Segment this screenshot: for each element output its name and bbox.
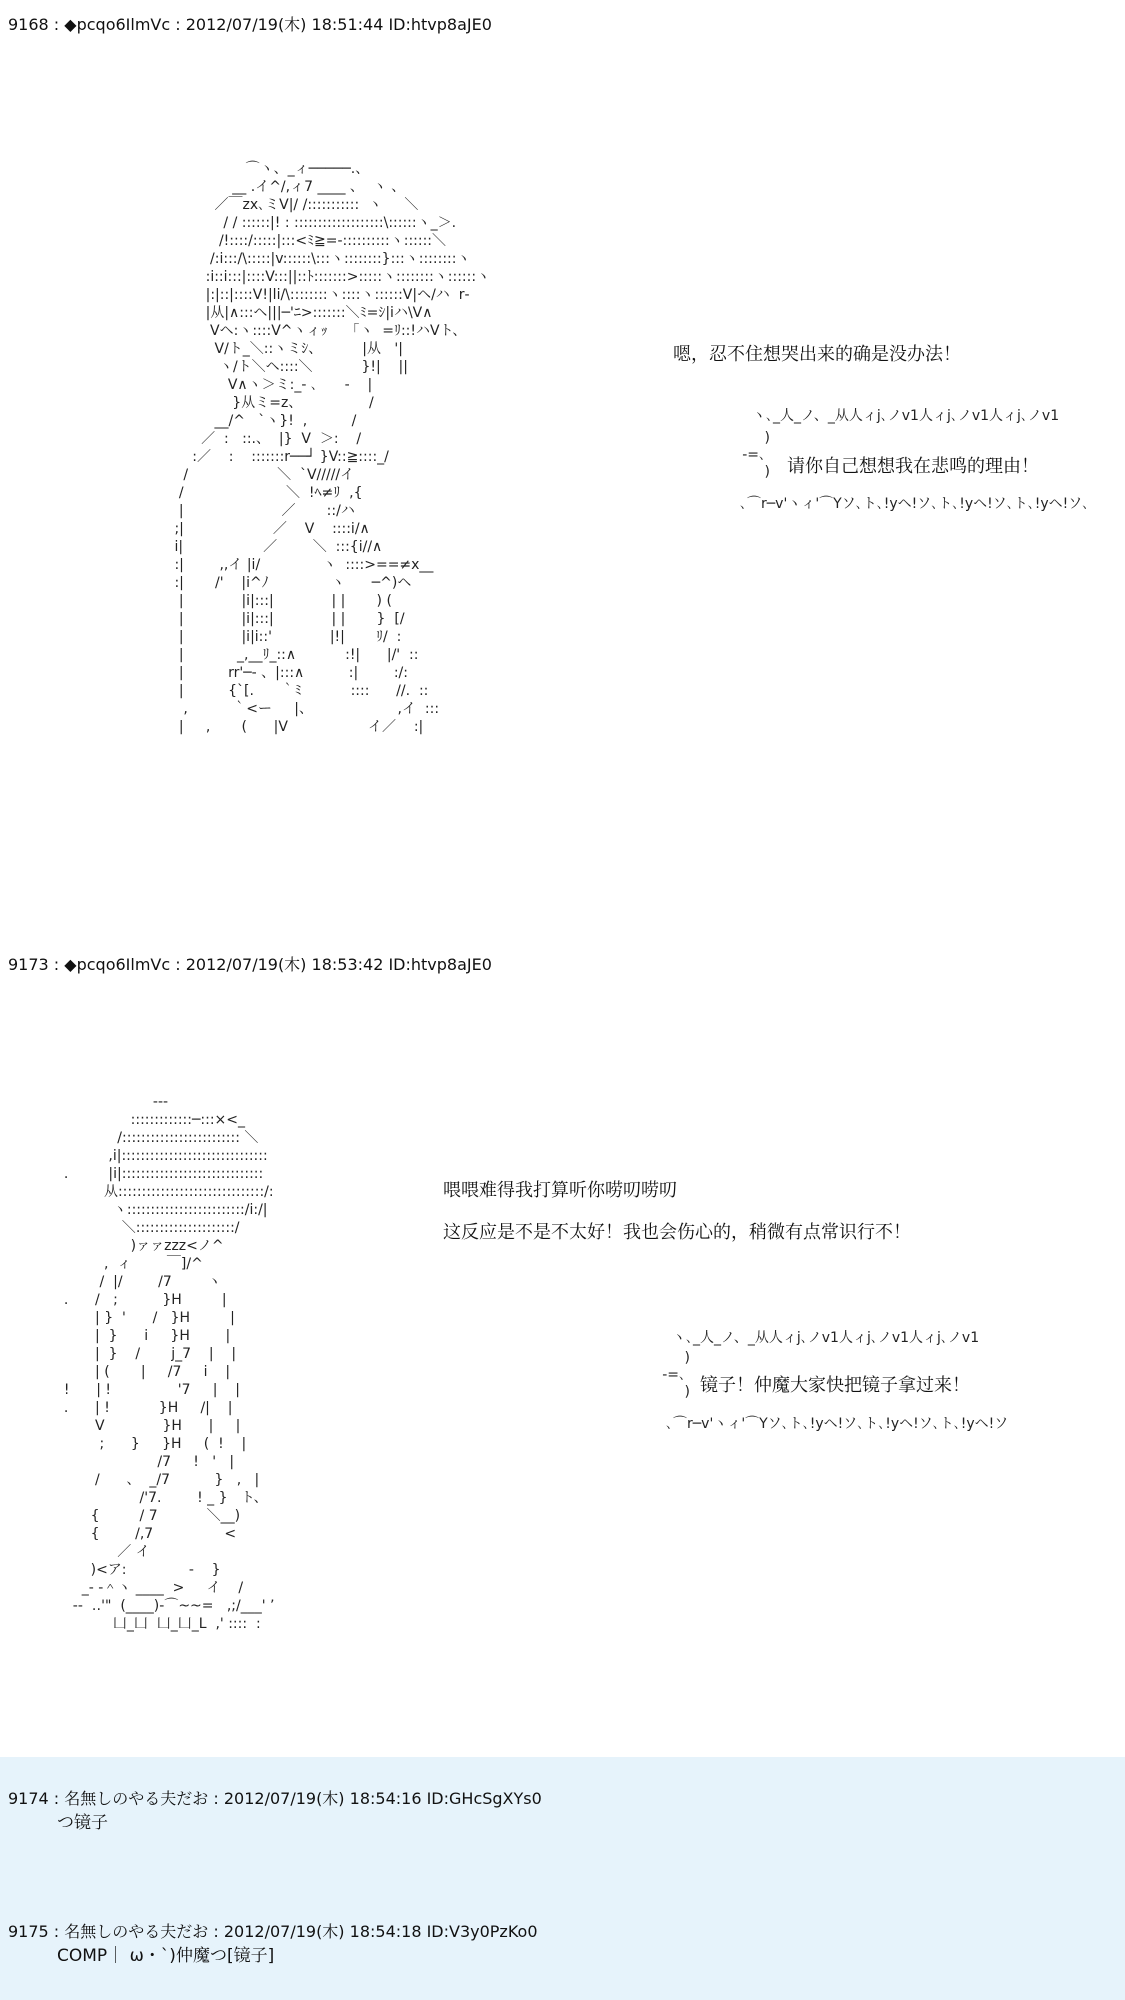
shout-bubble-bottom: ､⌒r─v'ヽィ'⌒Yソ､ト､!yヘ!ソ､ト､!yヘ!ソ､ト､!yヘ!ソ､ xyxy=(740,496,1090,512)
shout-bubble-text: 镜子！仲魔大家快把镜子拿过来！ xyxy=(700,1375,970,1396)
ascii-art-character-2: --- :::::::::::::─:::×<_ /::::::::::::::::::::::::: ＼ ,i|::::::::::::::::::::::::::::::: . |i|:::::::::::::::::::::::::::::: 从:::::::::::::::::::::::::::::::/: ヽ:::::::::::::::::::::::::/i:/| ＼:::::::::::::::::::::/ )ァァzzz<ノ^ , ィ ￣]/^ / |/ /7 ヽ . / ; }H | | } ' / }H | | } i }H | | } / j_7 | | | ( | /7 i | ! | ! '7 | | . | ! }H /| | V }H | | ; } }H ( ! | /7 ! ' | / 、 _/7 } , | /'7. ! _ } ト、 { / 7 ＼__) { /,7 < ／ イ )<ア: - } _- -＾ヽ ____ > イ / -- ‥'" (____)-⌒~~= ,;/___' ’ 凵_凵 凵_凵_L ,' :::: : xyxy=(63,1094,275,1632)
reply-body-9175: COMP｜ ω・`)仲魔つ[镜子] xyxy=(57,1946,275,1966)
post-header-9175: 9175 : 名無しのやる夫だお : 2012/07/19(木) 18:54:18 ID:V3y0PzKo0 xyxy=(8,1922,538,1941)
post-header-9173: 9173 : ◆pcqo6IlmVc : 2012/07/19(木) 18:53:42 ID:htvp8aJE0 xyxy=(8,955,492,974)
shout-bubble-bottom: ､⌒r─v'ヽィ'⌒Yソ､ト､!yヘ!ソ､ト､!yヘ!ソ､ト､!yヘ!ソ xyxy=(666,1416,1009,1432)
shout-bubble-text: 请你自己想想我在悲鸣的理由！ xyxy=(787,456,1039,477)
post-header-9174: 9174 : 名無しのやる夫だお : 2012/07/19(木) 18:54:16 ID:GHcSgXYs0 xyxy=(8,1789,542,1808)
speech-line: 嗯，忍不住想哭出来的确是没办法！ xyxy=(673,344,961,365)
post-header-9168: 9168 : ◆pcqo6IlmVc : 2012/07/19(木) 18:51:44 ID:htvp8aJE0 xyxy=(8,15,492,34)
speech-line: 喂喂难得我打算听你唠叨唠叨 xyxy=(443,1180,677,1201)
shout-bubble-tail: ) -=､ ) xyxy=(742,430,770,480)
reply-body-9174: つ镜子 xyxy=(57,1813,108,1833)
speech-line: 这反应是不是不太好！我也会伤心的，稍微有点常识行不！ xyxy=(443,1222,911,1243)
ascii-art-character-1: ⌒ヽ、_ィ─────.、 __ .イ^/,ィ7 ____ 、 ヽ 、 ／￣zx､ミV|/ /::::::::::: ヽ ＼ / / ::::::|! : :::::::::::::::::::\::::::ヽ_＞. /!::::/:::::|:::<ﾐ≧=-::::::::::ヽ::::::＼ /:i:::/\:::::|v::::::\:::ヽ::::::::}:::ヽ::::::::ヽ :i::i:::|::::V:::||::ﾄ:::::::>:::::ヽ::::::::ヽ::::::ヽ |:|::|::::V!|li/\::::::::ヽ::::ヽ::::::V|ヘ/ハ r‐ |从|∧:::ヘ|||─'ﾆ>:::::::＼ﾐ=ｼ|iハ\V∧ Vヘ:ヽ::::V^ヽィｯ 「ヽ =ﾘ::!ハVト、 V/ト_＼::ヽミｼ、 |从 '| ヽ/ト＼ヘ::::＼ }!| || V∧ヽ＞ミ:_‐ ､ - | }从ミ=z、 / __/^ `ヽ}! , / ／ : ::.、 |} V ＞: / :／ : :::::::r──┘ }V::≧::::_/ / ＼ `V/////イ / ＼ !ﾍ≠ﾘ ,{ | ／ ::/ハ ;| ／ V ::::i/∧ i| ／ ＼ :::{i//∧ :| ,,イ |i/ ヽ ::::>==≠x__ :| /' |i^ﾉ ヽ ─^)ヘ | |i|:::| | | ) ( | |i|:::| | | } [/ | |i|i::' |!| ﾘ/ : | _,__ﾘ_::∧ :!| |/' :: | rr'─- 、|:::∧ :| :/: | {`[. ｀ﾐ :::: //. :: , ｀<ー |、 ,イ ::: | , ( |V イ／ :| xyxy=(174,161,491,735)
shout-bubble-tail: ) -=､ ) xyxy=(662,1350,690,1400)
shout-bubble-top: ヽ､_人_ノ、_从人ィj､ノv1人ィj､ノv1人ィj､ノv1 xyxy=(752,408,1060,424)
shout-bubble-top: ヽ､_人_ノ、_从人ィj､ノv1人ィj､ノv1人ィj､ノv1 xyxy=(672,1330,980,1346)
